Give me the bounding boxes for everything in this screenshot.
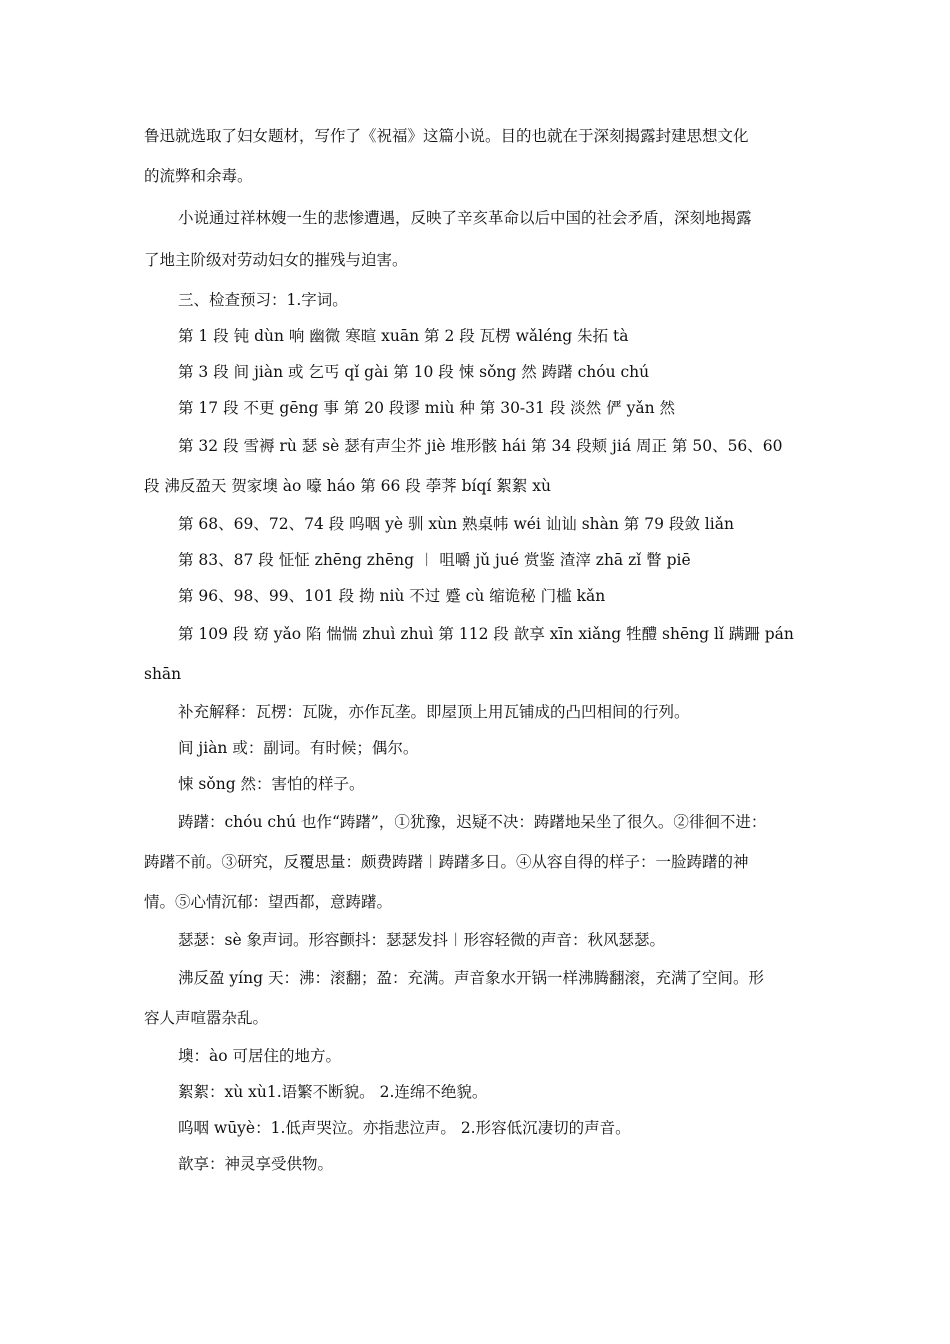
vocab-line: 第 1 段 钝 dùn 响 幽微 寒暄 xuān 第 2 段 瓦楞 wǎléng 朱拓 tà xyxy=(178,327,629,345)
explanation-line: 歆享：神灵享受供物。 xyxy=(178,1155,334,1173)
explanation-line: 悚 sǒng 然：害怕的样子。 xyxy=(178,775,365,793)
explanation-line: 踌躇不前。③研究，反覆思量：颇费踌躇︱踌躇多日。④从容自得的样子：一脸踌躇的神 xyxy=(144,853,749,871)
explanation-line: 补充解释：瓦楞：瓦陇，亦作瓦垄。即屋顶上用瓦铺成的凸凹相间的行列。 xyxy=(178,703,690,721)
vocab-line: 段 沸反盈天 贺家墺 ào 嚎 háo 第 66 段 荸荠 bíqí 絮絮 xù xyxy=(144,477,551,495)
explanation-line: 絮絮：xù xù1.语繁不断貌。 2.连绵不绝貌。 xyxy=(178,1083,488,1101)
paragraph-line: 了地主阶级对劳动妇女的摧残与迫害。 xyxy=(144,251,408,269)
explanation-line: 瑟瑟：sè 象声词。形容颤抖：瑟瑟发抖︱形容轻微的声音：秋风瑟瑟。 xyxy=(178,931,666,949)
explanation-line: 呜咽 wūyè：1.低声哭泣。亦指悲泣声。 2.形容低沉凄切的声音。 xyxy=(178,1119,631,1137)
explanation-line: 容人声喧嚣杂乱。 xyxy=(144,1009,269,1027)
vocab-line: 第 83、87 段 怔怔 zhēng zhēng ︱ 咀嚼 jǔ jué 赏鉴 渣滓 zhā zǐ 瞥 piē xyxy=(178,551,691,569)
vocab-line: 第 17 段 不更 gēng 事 第 20 段谬 miù 种 第 30-31 段 淡然 俨 yǎn 然 xyxy=(178,399,676,417)
vocab-line: 第 109 段 窈 yǎo 陷 惴惴 zhuì zhuì 第 112 段 歆享 xīn xiǎng 牲醴 shēng lǐ 蹒跚 pán xyxy=(178,625,794,643)
explanation-line: 墺：ào 可居住的地方。 xyxy=(178,1047,342,1065)
vocab-line: 第 96、98、99、101 段 拗 niù 不过 蹙 cù 缩诡秘 门槛 kǎn xyxy=(178,587,606,605)
vocab-line: 第 3 段 间 jiàn 或 乞丐 qǐ gài 第 10 段 悚 sǒng 然 踌躇 chóu chú xyxy=(178,363,650,381)
document-body xyxy=(144,118,814,1182)
paragraph-line: 小说通过祥林嫂一生的悲惨遭遇，反映了辛亥革命以后中国的社会矛盾，深刻地揭露 xyxy=(178,209,752,227)
paragraph-line: 鲁迅就选取了妇女题材，写作了《祝福》这篇小说。目的也就在于深刻揭露封建思想文化 xyxy=(144,127,749,145)
vocab-line: 第 32 段 雪褥 rù 瑟 sè 瑟有声尘芥 jiè 堆形骸 hái 第 34 段颊 jiá 周正 第 50、56、60 xyxy=(178,437,783,455)
section-heading: 三、检查预习：1.字词。 xyxy=(178,291,348,309)
vocab-line: 第 68、69、72、74 段 呜咽 yè 驯 xùn 熟桌帏 wéi 讪讪 shàn 第 79 段敛 liǎn xyxy=(178,515,734,533)
vocab-line: shān xyxy=(144,665,182,683)
explanation-line: 沸反盈 yíng 天：沸：滚翻；盈：充满。声音象水开锅一样沸腾翻滚，充满了空间。形 xyxy=(178,969,764,987)
explanation-line: 踌躇：chóu chú 也作“踌躇”，①犹豫，迟疑不决：踌躇地呆坐了很久。②徘徊不进： xyxy=(178,813,767,831)
paragraph-line: 的流弊和余毒。 xyxy=(144,167,253,185)
explanation-line: 情。⑤心情沉郁：望西都，意踌躇。 xyxy=(144,893,393,911)
explanation-line: 间 jiàn 或：副词。有时候；偶尔。 xyxy=(178,739,419,757)
